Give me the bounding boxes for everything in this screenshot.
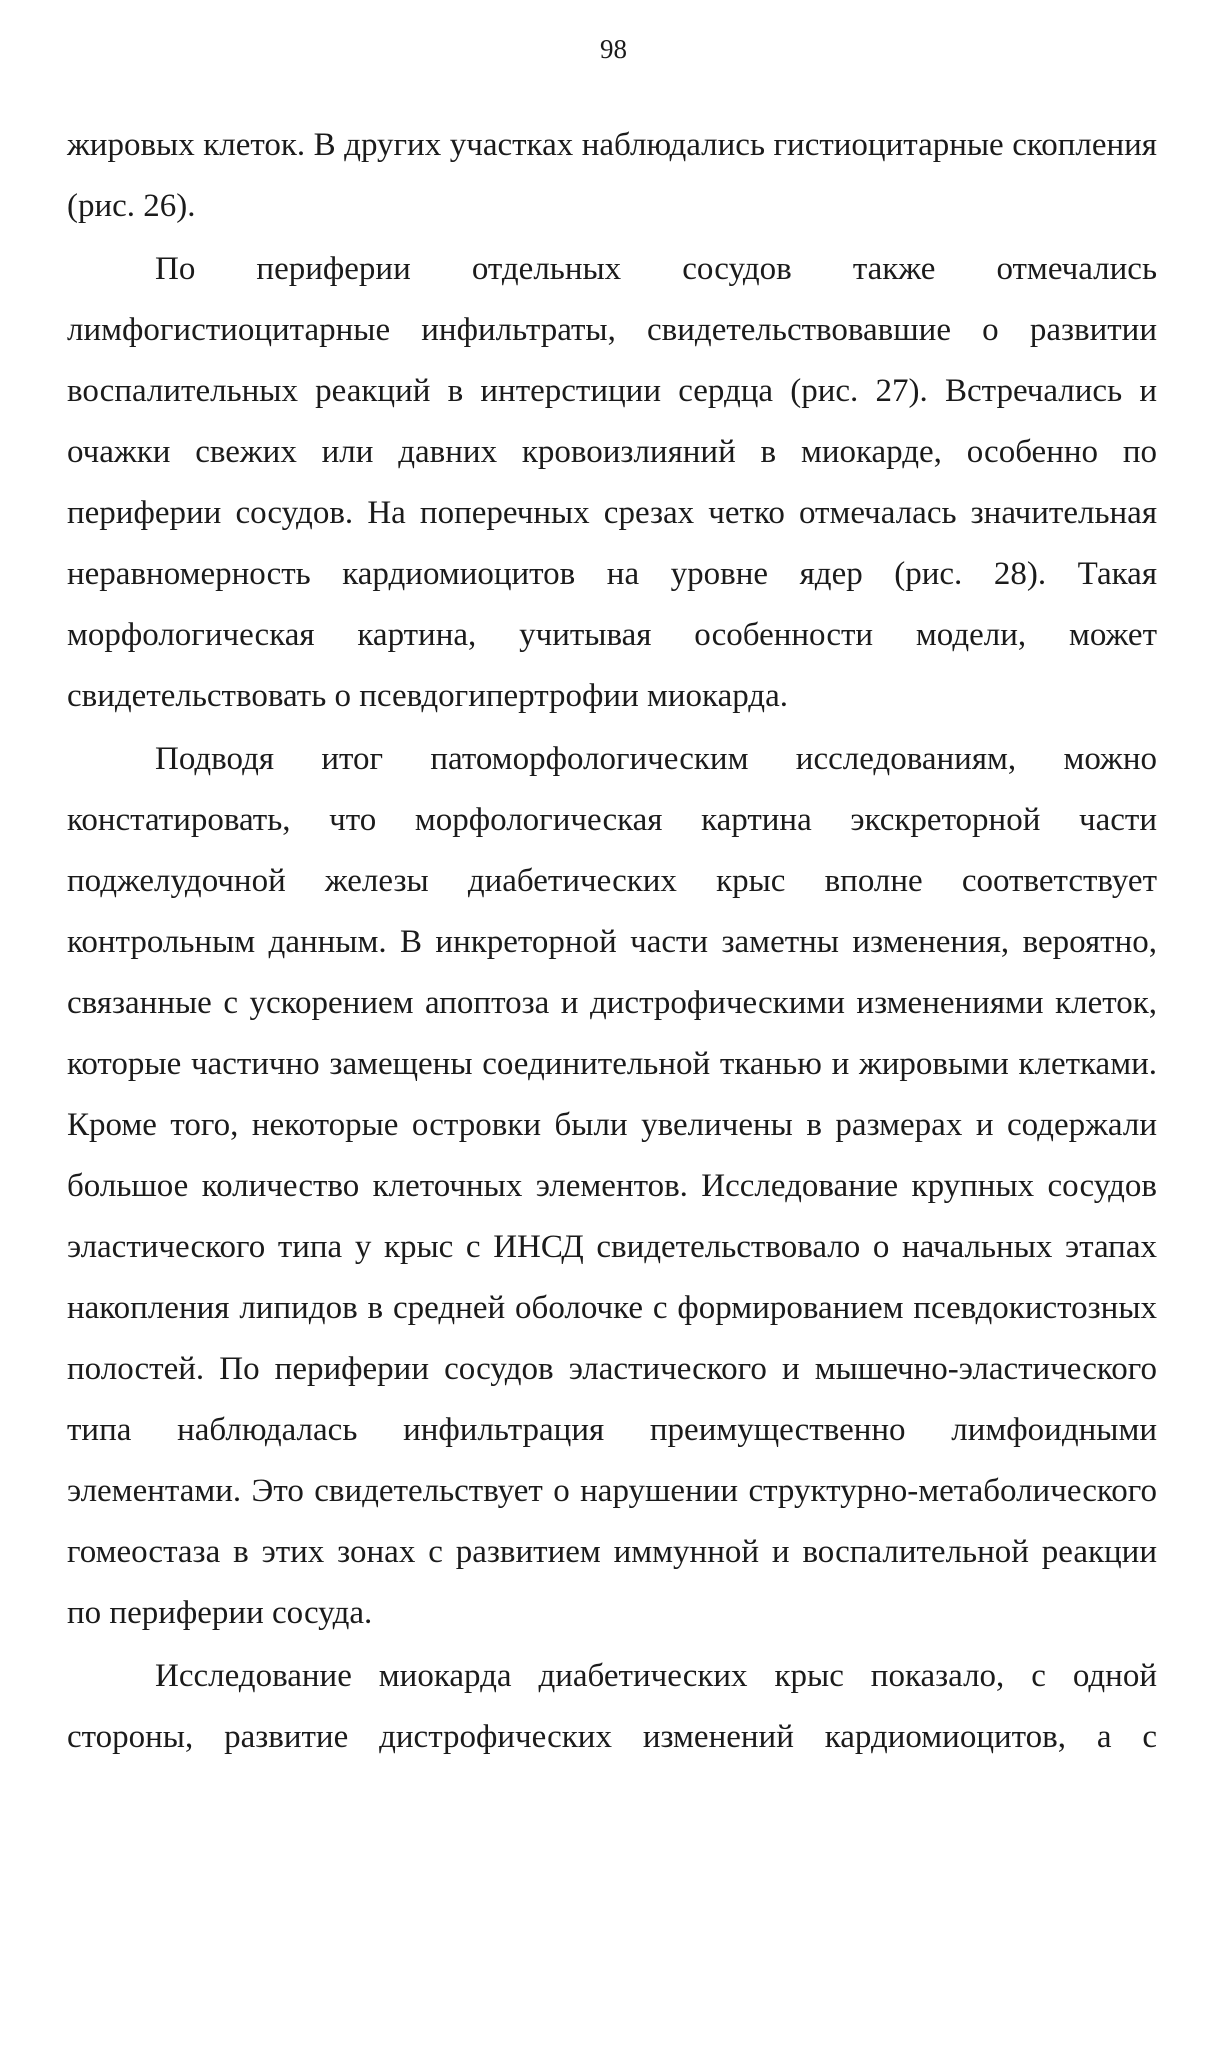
paragraph-3: Подводя итог патоморфологическим исследованиям, можно констатировать, что морфологическая картина экскреторной части поджелудочной железы диабетических крыс вполне соответствует контрольным данным. В инкреторной части заметны изменения, вероятно, связанные с ускорением апоптоза и дистрофическими изменениями клеток, которые частично замещены соединительной тканью и жировыми клетками. Кроме того, некоторые островки были увеличены в размерах и содержали большое количество клеточных элементов. Исследование крупных сосудов эластического типа у крыс с ИНСД свидетельствовало о начальных этапах накопления липидов в средней оболочке с формированием псевдокистозных полостей. По периферии сосудов эластического и мышечно-эластического типа наблюдалась инфильтрация преимущественно лимфоидными элементами. Это свидетельствует о нарушении структурно-метаболического гомеостаза в этих зонах с развитием иммунной и воспалительной реакции по периферии сосуда. (67, 741, 1157, 1631)
paragraph-1: жировых клеток. В других участках наблюдались гистиоцитарные скопления (рис. 26). (67, 127, 1157, 224)
page-body (67, 115, 1157, 1768)
paragraph-2: По периферии отдельных сосудов также отмечались лимфогистиоцитарные инфильтраты, свидетельствовавшие о развитии воспалительных реакций в интерстиции сердца (рис. 27). Встречались и очажки свежих или давних кровоизлияний в миокарде, особенно по периферии сосудов. На поперечных срезах четко отмечалась значительная неравномерность кардиомиоцитов на уровне ядер (рис. 28). Такая морфологическая картина, учитывая особенности модели, может свидетельствовать о псевдогипертрофии миокарда. (67, 251, 1157, 714)
page-number: 98 (600, 34, 627, 64)
paragraph-4: Исследование миокарда диабетических крыс показало, с одной стороны, развитие дистрофических изменений кардиомиоцитов, а с (67, 1658, 1157, 1755)
